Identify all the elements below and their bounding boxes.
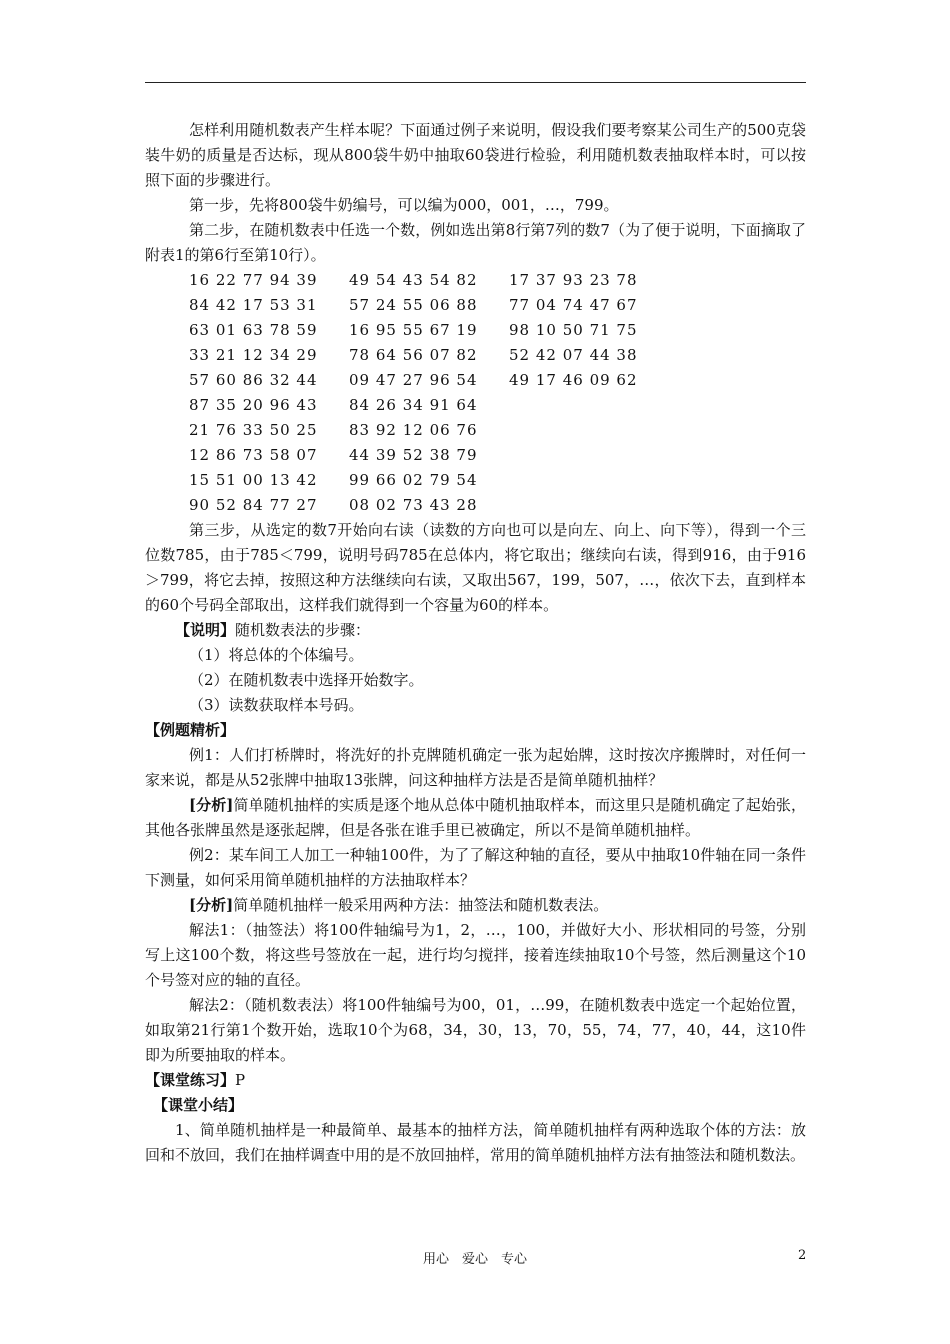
- analysis-text: 简单随机抽样一般采用两种方法：抽签法和随机数表法。: [233, 896, 609, 914]
- step-one: 第一步，先将800袋牛奶编号，可以编为000，001，…，799。: [189, 196, 619, 214]
- random-table-cell: 52 42 07 44 38: [509, 346, 638, 364]
- summary-point-1: 1、简单随机抽样是一种最简单、最基本的抽样方法，简单随机抽样有两种选取个体的方法：放回和不放回，我们在抽样调查中用的是不放回抽样，常用的简单随机抽样方法有抽签法和随机数法。: [145, 1121, 806, 1164]
- random-table-cell: [509, 393, 638, 418]
- random-table-cell: 77 04 74 47 67: [509, 296, 638, 314]
- random-table-cell: 15 51 00 13 42: [189, 471, 318, 489]
- random-table-cell: 84 26 34 91 64: [349, 396, 478, 414]
- practice-tag: 【课堂练习】: [145, 1071, 236, 1089]
- random-table-cell: 98 10 50 71 75: [509, 321, 638, 339]
- random-table-row: [189, 368, 638, 393]
- example-1: 例1：人们打桥牌时，将洗好的扑克牌随机确定一张为起始牌，这时按次序搬牌时，对任何一家来说，都是从52张牌中抽取13张牌，问这种抽样方法是否是简单随机抽样？: [145, 746, 806, 789]
- example-2-analysis: [145, 893, 806, 918]
- random-table-cell: 49 17 46 09 62: [509, 371, 638, 389]
- random-table-row: [189, 493, 638, 518]
- analysis-tag: [分析]: [189, 796, 234, 814]
- practice-text: P: [235, 1071, 246, 1089]
- random-table-cell: 44 39 52 38 79: [349, 446, 478, 464]
- page-body: [145, 118, 806, 1168]
- example-1-analysis: [145, 793, 806, 843]
- note-tag: 【说明】: [175, 621, 236, 639]
- random-table-row: [189, 468, 638, 493]
- analysis-tag: [分析]: [189, 896, 234, 914]
- intro-paragraph: 怎样利用随机数表产生样本呢？下面通过例子来说明，假设我们要考察某公司生产的500克袋装牛奶的质量是否达标，现从800袋牛奶中抽取60袋进行检验，利用随机数表抽取样本时，可以按照下面的步骤进行。: [145, 121, 806, 189]
- example-2: 例2：某车间工人加工一种轴100件，为了了解这种轴的直径，要从中抽取10件轴在同一条件下测量，如何采用简单随机抽样的方法抽取样本？: [145, 846, 806, 889]
- solution-1: 解法1：（抽签法）将100件轴编号为1，2，…，100，并做好大小、形状相同的号签，分别写上这100个数，将这些号签放在一起，进行均匀搅拌，接着连续抽取10个号签，然后测量这个10个号签对应的轴的直径。: [145, 921, 806, 989]
- random-table-cell: 57 24 55 06 88: [349, 296, 478, 314]
- random-table-cell: [509, 418, 638, 443]
- random-table-cell: 63 01 63 78 59: [189, 321, 318, 339]
- step-three: 第三步，从选定的数7开始向右读（读数的方向也可以是向左、向上、向下等），得到一个三位数785，由于785＜799，说明号码785在总体内，将它取出；继续向右读，得到916，由于916＞799，将它去掉，按照这种方法继续向右读，又取出567，199，507，…，依次下去，直到样本的60个号码全部取出，这样我们就得到一个容量为60的样本。: [145, 521, 806, 614]
- random-table-cell: 08 02 73 43 28: [349, 496, 478, 514]
- random-table-cell: [509, 468, 638, 493]
- random-number-table: [189, 268, 638, 518]
- random-table-row: [189, 318, 638, 343]
- random-table-cell: 84 42 17 53 31: [189, 296, 318, 314]
- random-table-cell: 57 60 86 32 44: [189, 371, 318, 389]
- random-table-cell: 09 47 27 96 54: [349, 371, 478, 389]
- random-table-cell: [509, 493, 638, 518]
- random-table-cell: 16 22 77 94 39: [189, 271, 318, 289]
- step-two: 第二步，在随机数表中任选一个数，例如选出第8行第7列的数7（为了便于说明，下面摘取了附表1的第6行至第10行）。: [145, 221, 806, 264]
- random-table-row: [189, 343, 638, 368]
- random-table-cell: 17 37 93 23 78: [509, 271, 638, 289]
- random-table-cell: 83 92 12 06 76: [349, 421, 478, 439]
- random-table-cell: 49 54 43 54 82: [349, 271, 478, 289]
- examples-heading: 【例题精析】: [145, 721, 236, 739]
- solution-2: 解法2：（随机数表法）将100件轴编号为00，01，…99，在随机数表中选定一个起始位置，如取第21行第1个数开始，选取10个为68，34，30，13，70，55，74，77，40，44，这10件即为所要抽取的样本。: [145, 996, 806, 1064]
- random-table-row: [189, 268, 638, 293]
- random-table-cell: 33 21 12 34 29: [189, 346, 318, 364]
- random-table-row: [189, 443, 638, 468]
- header-rule: [145, 82, 806, 83]
- random-table-row: [189, 293, 638, 318]
- random-table-cell: 90 52 84 77 27: [189, 496, 318, 514]
- random-table-cell: 16 95 55 67 19: [349, 321, 478, 339]
- random-table-cell: [509, 443, 638, 468]
- footer-motto: 用心 爱心 专心: [422, 1252, 527, 1267]
- practice-line: [145, 1068, 806, 1093]
- random-table-cell: 87 35 20 96 43: [189, 396, 318, 414]
- random-table-cell: 99 66 02 79 54: [349, 471, 478, 489]
- summary-heading: 【课堂小结】: [153, 1096, 244, 1114]
- note-line: [145, 618, 806, 643]
- random-table-row: [189, 418, 638, 443]
- random-table-cell: 12 86 73 58 07: [189, 446, 318, 464]
- note-item: （1）将总体的个体编号。: [189, 646, 364, 664]
- note-item: （2）在随机数表中选择开始数字。: [189, 671, 424, 689]
- note-text: 随机数表法的步骤：: [235, 621, 371, 639]
- note-item: （3）读数获取样本号码。: [189, 696, 364, 714]
- random-table-cell: 78 64 56 07 82: [349, 346, 478, 364]
- page-number: 2: [798, 1248, 807, 1263]
- random-table-row: [189, 393, 638, 418]
- analysis-text: 简单随机抽样的实质是逐个地从总体中随机抽取样本，而这里只是随机确定了起始张，其他各张牌虽然是逐张起牌，但是各张在谁手里已被确定，所以不是简单随机抽样。: [145, 796, 806, 839]
- random-table-cell: 21 76 33 50 25: [189, 421, 318, 439]
